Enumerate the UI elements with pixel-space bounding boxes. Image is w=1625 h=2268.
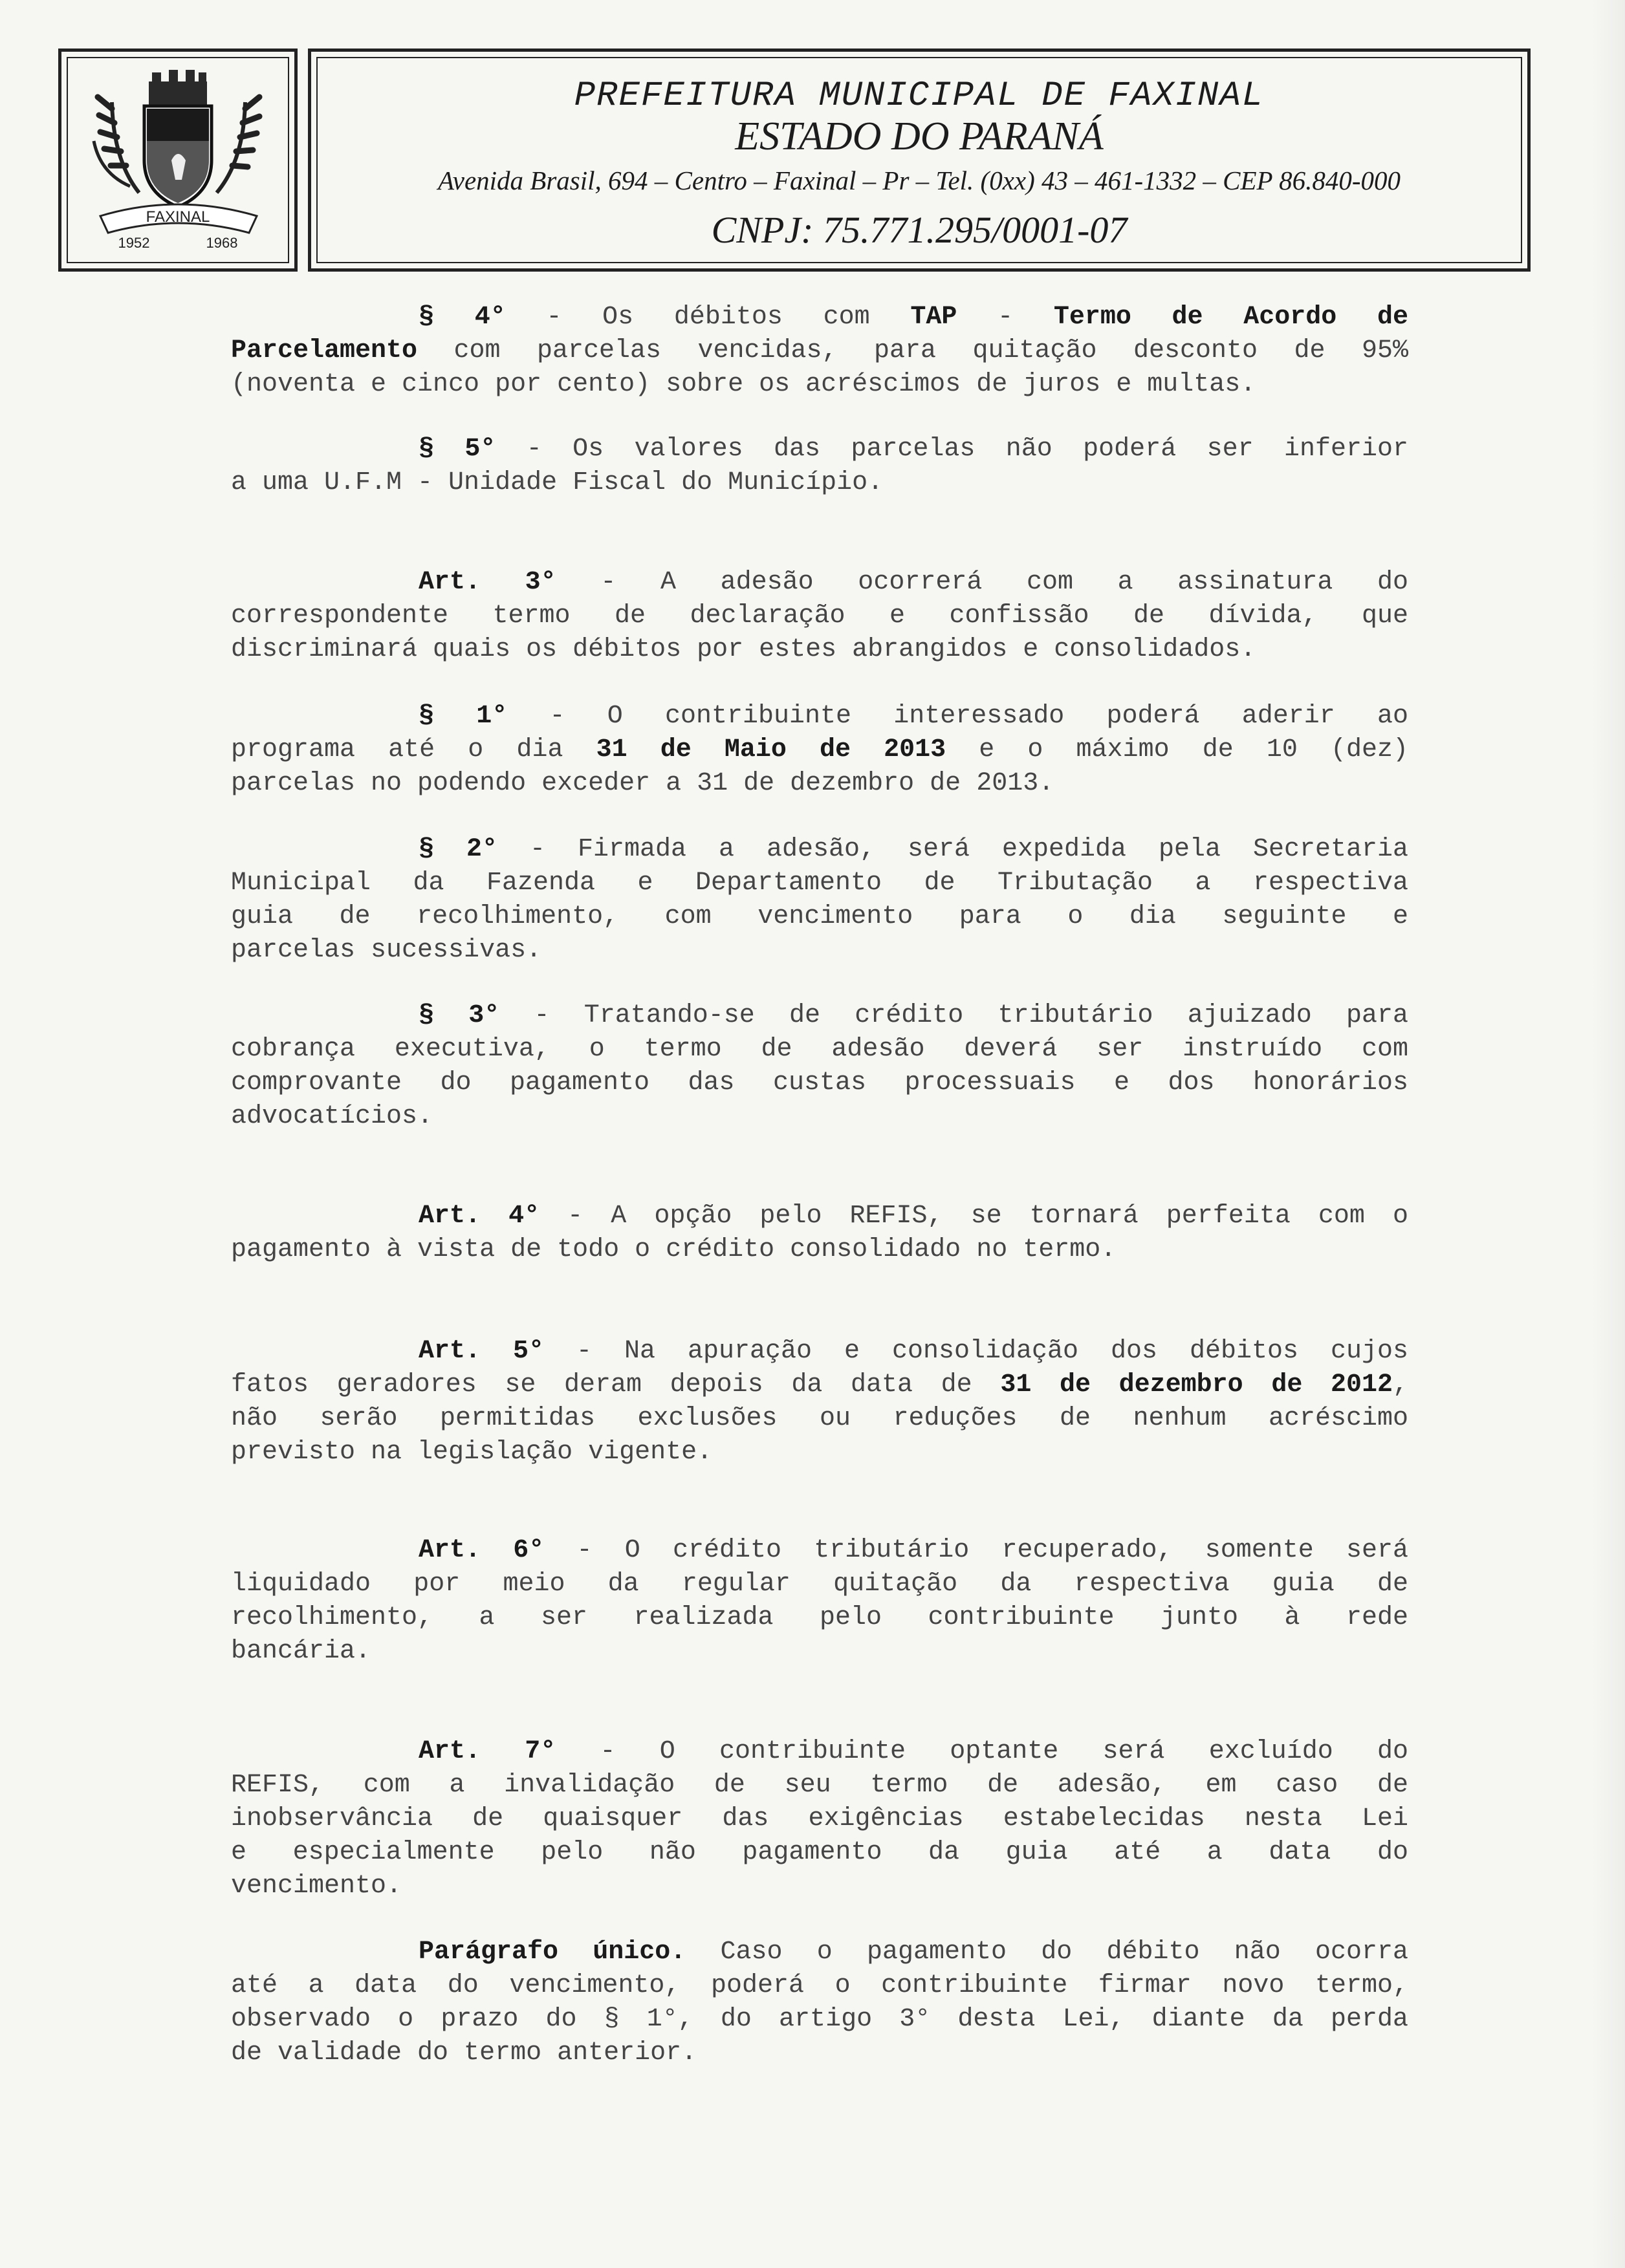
text-run: bancária.: [231, 1637, 371, 1666]
text-run: [481, 1536, 513, 1565]
state-name: ESTADO DO PARANÁ: [735, 114, 1104, 158]
text-line: [231, 1936, 1408, 1969]
text-line: [231, 700, 1408, 733]
text-run: -: [957, 303, 1054, 332]
text-line: [231, 1066, 1408, 1100]
text-run: - O crédito tributário recuperado, somente será: [544, 1536, 1408, 1565]
text-line: [231, 867, 1408, 900]
text-line: [231, 1635, 1408, 1669]
text-run: a uma U.F.M - Unidade Fiscal do Município.: [231, 468, 884, 497]
text-run: 7°: [525, 1737, 556, 1766]
text-line: [231, 2036, 1408, 2070]
text-run: Art.: [419, 1536, 481, 1565]
text-run: recolhimento, a ser realizada pelo contribuinte junto à rede: [231, 1603, 1408, 1632]
text-line: [231, 599, 1408, 633]
text-line: [231, 1870, 1408, 1903]
text-run: Art.: [419, 1337, 481, 1366]
paragraph-art7-single: [231, 1936, 1408, 2070]
text-line: [231, 1436, 1408, 1469]
text-run: parcelas sucessivas.: [231, 936, 542, 965]
paragraph-art3-s1: [231, 700, 1408, 801]
text-line: [231, 1601, 1408, 1635]
text-run: fatos geradores se deram depois da data de: [231, 1370, 1001, 1399]
text-run: Parágrafo único.: [419, 1938, 686, 1967]
text-run: 31 de dezembro de 2012: [1000, 1370, 1393, 1399]
text-run: 4°: [508, 1202, 540, 1231]
text-run: 5°: [513, 1337, 545, 1366]
text-line: [231, 2003, 1408, 2036]
text-run: § 2°: [419, 835, 497, 864]
text-run: não serão permitidas exclusões ou reduções de nenhum acréscimo: [231, 1404, 1408, 1433]
text-run: ,: [1393, 1370, 1409, 1399]
text-run: advocatícios.: [231, 1102, 433, 1131]
text-run: § 3°: [419, 1001, 500, 1030]
text-run: [481, 568, 525, 597]
text-run: - A adesão ocorrerá com a assinatura do: [556, 568, 1408, 597]
text-line: [231, 633, 1408, 667]
text-run: 31 de Maio de 2013: [596, 735, 946, 764]
text-run: - O contribuinte optante será excluído do: [556, 1737, 1408, 1766]
text-run: cobrança executiva, o termo de adesão deverá ser instruído com: [231, 1035, 1408, 1064]
text-run: programa até o dia: [231, 735, 596, 764]
text-run: vencimento.: [231, 1872, 402, 1901]
text-line: [231, 1969, 1408, 2003]
text-line: [231, 1033, 1408, 1066]
text-line: [231, 566, 1408, 599]
text-line: [231, 934, 1408, 967]
text-run: inobservância de quaisquer das exigências estabelecidas nesta Lei: [231, 1804, 1408, 1833]
text-run: [481, 1337, 513, 1366]
text-line: [231, 999, 1408, 1033]
text-run: [481, 1202, 508, 1231]
text-run: 6°: [513, 1536, 545, 1565]
paragraph-s5: [231, 433, 1408, 500]
text-run: guia de recolhimento, com vencimento para o dia seguinte e: [231, 902, 1408, 931]
paragraph-s4: [231, 301, 1408, 402]
text-line: [231, 833, 1408, 867]
text-run: § 5°: [419, 435, 496, 464]
paragraph-art3-s3: [231, 999, 1408, 1134]
address: Avenida Brasil, 694 – Centro – Faxinal – Pr – Tel. (0xx) 43 – 461-1332 – CEP 86.840-000: [437, 166, 1401, 195]
paragraph-art3: [231, 566, 1408, 667]
text-run: - Os débitos com: [505, 303, 911, 332]
text-run: § 1°: [419, 702, 508, 731]
text-run: pagamento à vista de todo o crédito consolidado no termo.: [231, 1235, 1117, 1264]
text-run: comprovante do pagamento das custas processuais e dos honorários: [231, 1068, 1408, 1097]
text-line: [231, 466, 1408, 500]
crest-frame: [58, 49, 298, 272]
text-line: [231, 1335, 1408, 1368]
paragraph-art6: [231, 1534, 1408, 1669]
text-run: - Os valores das parcelas não poderá ser inferior: [496, 435, 1409, 464]
text-line: [231, 1568, 1408, 1601]
text-run: Parcelamento: [231, 336, 418, 365]
text-run: de validade do termo anterior.: [231, 2038, 697, 2068]
text-run: Municipal da Fazenda e Departamento de Tributação a respectiva: [231, 869, 1408, 898]
crest-year-founded: 1952: [118, 235, 150, 251]
text-line: [231, 900, 1408, 934]
scan-edge: [1591, 0, 1625, 2268]
paragraph-art4: [231, 1200, 1408, 1267]
text-line: [231, 1534, 1408, 1568]
text-line: [231, 1368, 1408, 1402]
text-line: [231, 433, 1408, 466]
crest-year-installed: 1968: [206, 235, 238, 251]
text-run: previsto na legislação vigente.: [231, 1438, 713, 1467]
text-run: Art.: [419, 1737, 481, 1766]
text-line: [231, 1200, 1408, 1233]
municipality-name: PREFEITURA MUNICIPAL DE FAXINAL: [574, 76, 1265, 116]
text-line: [231, 368, 1408, 402]
text-line: [231, 1802, 1408, 1836]
text-run: liquidado por meio da regular quitação da respectiva guia de: [231, 1570, 1408, 1599]
text-run: Termo de Acordo de: [1053, 303, 1409, 332]
text-run: e o máximo de 10 (dez): [946, 735, 1408, 764]
text-run: - A opção pelo REFIS, se tornará perfeita com o: [540, 1202, 1408, 1231]
text-run: Art.: [419, 1202, 481, 1231]
paragraph-art5: [231, 1335, 1408, 1469]
text-run: com parcelas vencidas, para quitação desconto de 95%: [417, 336, 1408, 365]
text-run: TAP: [910, 303, 957, 332]
text-run: - Na apuração e consolidação dos débitos cujos: [544, 1337, 1408, 1366]
text-line: [231, 1402, 1408, 1436]
text-run: § 4°: [419, 303, 506, 332]
text-run: - Firmada a adesão, será expedida pela Secretaria: [497, 835, 1409, 864]
text-run: Art.: [419, 568, 481, 597]
text-line: [231, 1233, 1408, 1267]
text-line: [231, 301, 1408, 334]
text-line: [231, 1735, 1408, 1769]
text-run: observado o prazo do § 1°, do artigo 3° desta Lei, diante da perda: [231, 2005, 1408, 2034]
municipal-coat-of-arms-icon: [74, 63, 281, 257]
text-run: - O contribuinte interessado poderá aderir ao: [507, 702, 1409, 731]
text-run: parcelas no podendo exceder a 31 de dezembro de 2013.: [231, 769, 1054, 798]
text-run: correspondente termo de declaração e confissão de dívida, que: [231, 601, 1408, 631]
text-run: 3°: [525, 568, 556, 597]
text-line: [231, 1100, 1408, 1134]
letterhead: [308, 49, 1531, 272]
text-run: discriminará quais os débitos por estes abrangidos e consolidados.: [231, 635, 1256, 664]
text-run: - Tratando-se de crédito tributário ajuizado para: [499, 1001, 1409, 1030]
text-line: [231, 334, 1408, 368]
cnpj: CNPJ: 75.771.295/0001-07: [711, 209, 1128, 251]
paragraph-art7: [231, 1735, 1408, 1903]
text-run: REFIS, com a invalidação de seu termo de adesão, em caso de: [231, 1771, 1408, 1800]
crest-name: FAXINAL: [146, 208, 210, 226]
text-line: [231, 767, 1408, 801]
text-line: [231, 733, 1408, 767]
paragraph-art3-s2: [231, 833, 1408, 967]
text-run: [481, 1737, 525, 1766]
text-run: (noventa e cinco por cento) sobre os acréscimos de juros e multas.: [231, 370, 1256, 399]
text-run: Caso o pagamento do débito não ocorra: [686, 1938, 1409, 1967]
text-run: até a data do vencimento, poderá o contribuinte firmar novo termo,: [231, 1971, 1408, 2000]
text-line: [231, 1836, 1408, 1870]
text-run: e especialmente pelo não pagamento da guia até a data do: [231, 1838, 1408, 1867]
text-line: [231, 1769, 1408, 1802]
